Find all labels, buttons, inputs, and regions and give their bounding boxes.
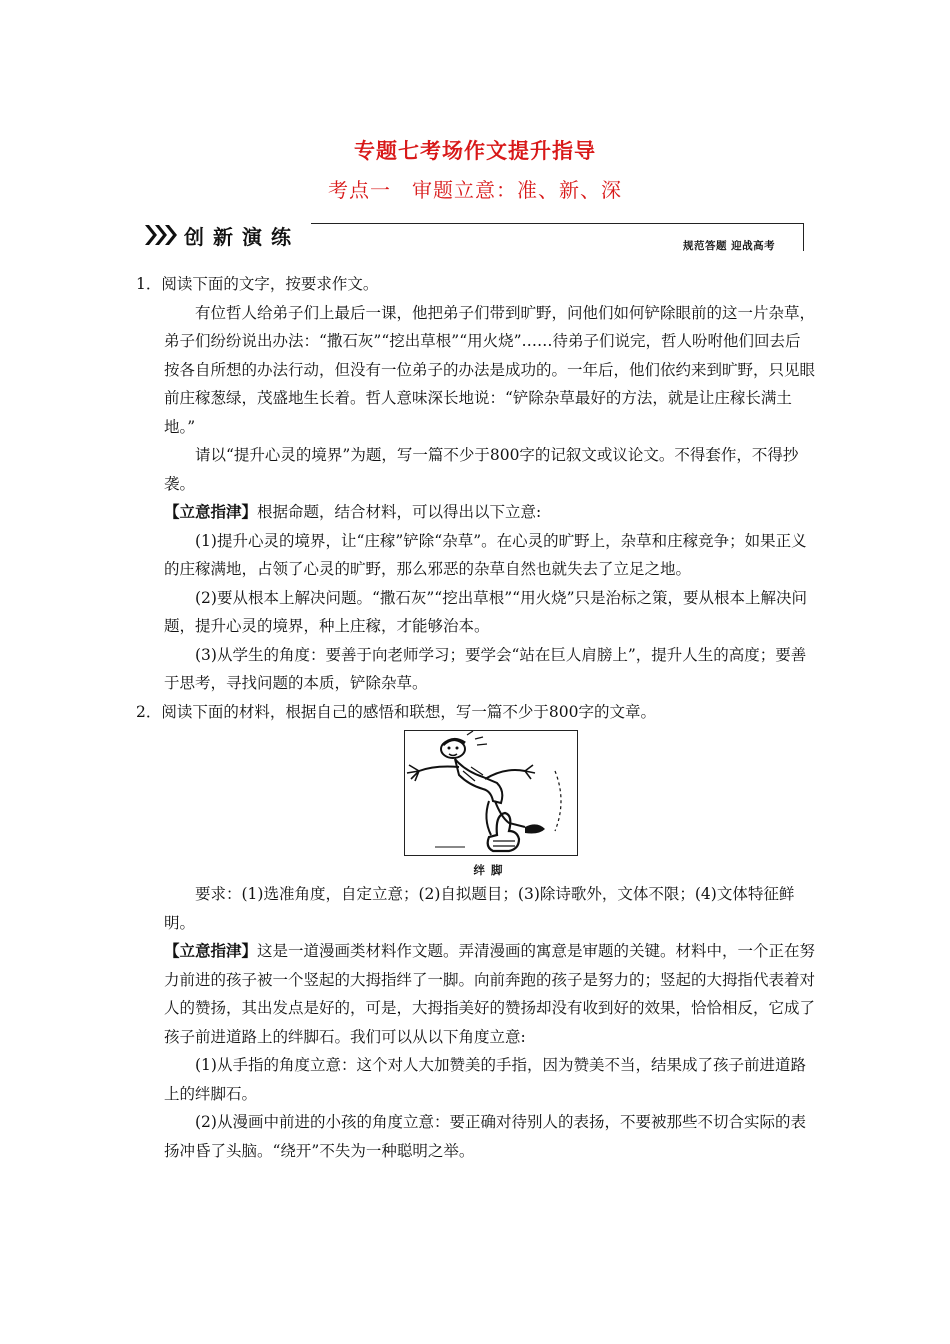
question-1-guide [136, 498, 816, 527]
question-2-intro: 2．阅读下面的材料，根据自己的感悟和联想，写一篇不少于800字的文章。 [136, 702, 656, 721]
question-1-requirement: 请以“提升心灵的境界”为题，写一篇不少于800字的记叙文或议论文。不得套作，不得抄袭。 [164, 446, 799, 493]
banner-label: 创新演练 [184, 225, 300, 249]
guide-point: (3)从学生的角度：要善于向老师学习；要学会“站在巨人肩膀上”，提升人生的高度；要善于思考，寻找问题的本质，铲除杂草。 [164, 645, 807, 692]
banner-rule-end [803, 223, 804, 251]
guide-label: 【立意指津】 [164, 502, 258, 521]
guide-label: 【立意指津】 [164, 941, 258, 960]
question-2-requirement: 要求：(1)选准角度，自定立意；(2)自拟题目；(3)除诗歌外，文体不限；(4)文体特征鲜明。 [164, 885, 795, 932]
cartoon-figure [404, 730, 578, 880]
guide-point: (2)从漫画中前进的小孩的角度立意：要正确对待别人的表扬，不要被那些不切合实际的表扬冲昏了头脑。“绕开”不失为一种聪明之举。 [164, 1113, 806, 1160]
cartoon-drawing [405, 731, 577, 855]
document-subtitle: 考点一 审题立意：准、新、深 [328, 178, 622, 202]
guide-point: (1)从手指的角度立意：这个对人大加赞美的手指，因为赞美不当，结果成了孩子前进道路上的绊脚石。 [164, 1056, 806, 1103]
guide-intro: 根据命题，结合材料，可以得出以下立意: [257, 503, 542, 521]
document-title: 专题七考场作文提升指导 [354, 138, 596, 163]
banner-rule [311, 223, 803, 224]
question-1-intro: 1．阅读下面的文字，按要求作文。 [136, 275, 379, 293]
guide-point: (1)提升心灵的境界，让“庄稼”铲除“杂草”。在心灵的旷野上，杂草和庄稼竞争；如果正义的庄稼满地，占领了心灵的旷野，那么邪恶的杂草自然也就失去了立足之地。 [164, 531, 807, 578]
figure-caption: 绊脚 [473, 863, 509, 877]
exercise-content [136, 270, 816, 1165]
guide-text: 这是一道漫画类材料作文题。弄清漫画的寓意是审题的关键。材料中，一个正在努力前进的孩子被一个竖起的大拇指绊了一脚。向前奔跑的孩子是努力的；竖起的大拇指代表着对人的赞扬，其出发点是好的，可是，大拇指美好的赞扬却没有收到好的效果，恰恰相反，它成了孩子前进道路上的绊脚石。我们可以从以下角度立意: [164, 942, 816, 1046]
cartoon-image [404, 730, 578, 856]
guide-point: (2)要从根本上解决问题。“撒石灰”“挖出草根”“用火烧”只是治标之策，要从根本上解决问题，提升心灵的境界，种上庄稼，才能够治本。 [164, 588, 808, 635]
section-banner [143, 218, 809, 254]
banner-tagline: 规范答题 迎战高考 [683, 240, 776, 252]
question-2-guide [136, 937, 816, 1051]
triple-chevron-icon [143, 221, 181, 249]
question-1-material: 有位哲人给弟子们上最后一课，他把弟子们带到旷野，问他们如何铲除眼前的这一片杂草，弟子们纷纷说出办法：“撒石灰”“挖出草根”“用火烧”……待弟子们说完，哲人吩咐他们回去后按各自所想的办法行动，但没有一位弟子的办法是成功的。一年后，他们依约来到旷野，只见眼前庄稼葱绿，茂盛地生长着。哲人意味深长地说：“铲除杂草最好的方法，就是让庄稼长满土地。” [164, 303, 816, 436]
